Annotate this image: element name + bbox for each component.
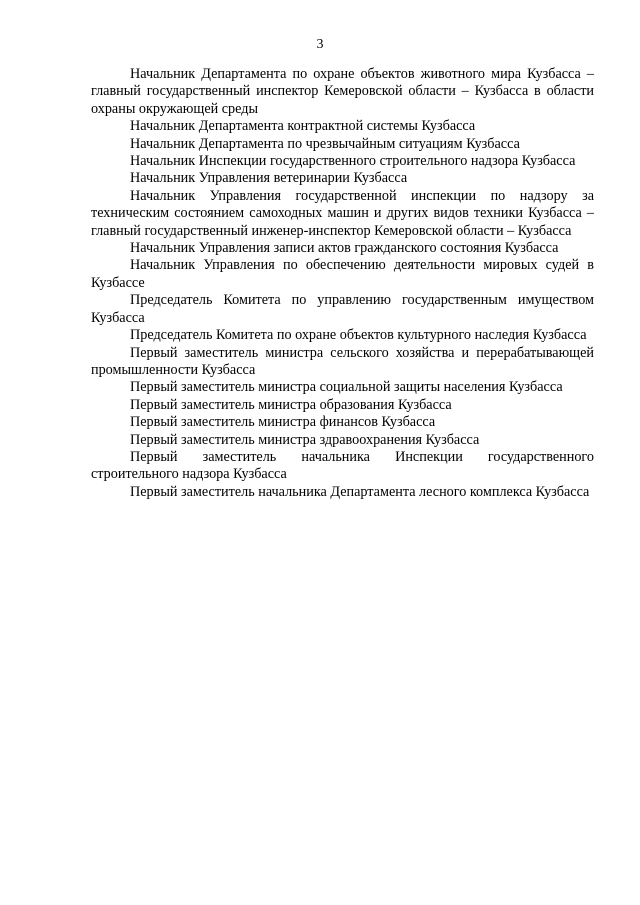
list-item: Начальник Управления ветеринарии Кузбасса — [130, 170, 408, 187]
list-item: Председатель Комитета по управлению государственным имуществом Кузбасса — [91, 292, 594, 326]
list-item: Председатель Комитета по охране объектов культурного наследия Кузбасса — [130, 327, 587, 344]
list-item: Начальник Департамента по чрезвычайным ситуациям Кузбасса — [130, 135, 520, 152]
list-item: Начальник Управления государственной инспекции по надзору за техническим состоянием самоходных машин и других видов техники Кузбасса – главный государственный инженер-инспектор Кемеровской области – Кузбасса — [91, 187, 594, 239]
list-item: Начальник Управления записи актов гражданского состояния Кузбасса — [130, 240, 559, 257]
list-item: Начальник Инспекции государственного строительного надзора Кузбасса — [130, 153, 576, 170]
list-item: Начальник Департамента по охране объектов животного мира Кузбасса – главный государственный инспектор Кемеровской области – Кузбасса в области охраны окружающей среды — [91, 66, 594, 117]
list-item: Первый заместитель начальника Инспекции государственного строительного надзора Кузбасса — [91, 448, 594, 483]
page-number: 3 — [316, 37, 324, 52]
list-item: Начальник Департамента контрактной системы Кузбасса — [130, 118, 476, 135]
list-item: Первый заместитель министра здравоохранения Кузбасса — [130, 431, 480, 448]
list-item: Первый заместитель министра социальной защиты населения Кузбасса — [130, 379, 563, 396]
list-item: Первый заместитель начальника Департамента лесного комплекса Кузбасса — [130, 483, 590, 500]
list-item: Первый заместитель министра сельского хозяйства и перерабатывающей промышленности Кузбасса — [91, 344, 594, 378]
list-item: Первый заместитель министра образования Кузбасса — [130, 396, 452, 413]
list-item: Начальник Управления по обеспечению деятельности мировых судей в Кузбассе — [91, 257, 594, 291]
position-list — [91, 66, 594, 501]
list-item: Первый заместитель министра финансов Кузбасса — [130, 414, 436, 431]
